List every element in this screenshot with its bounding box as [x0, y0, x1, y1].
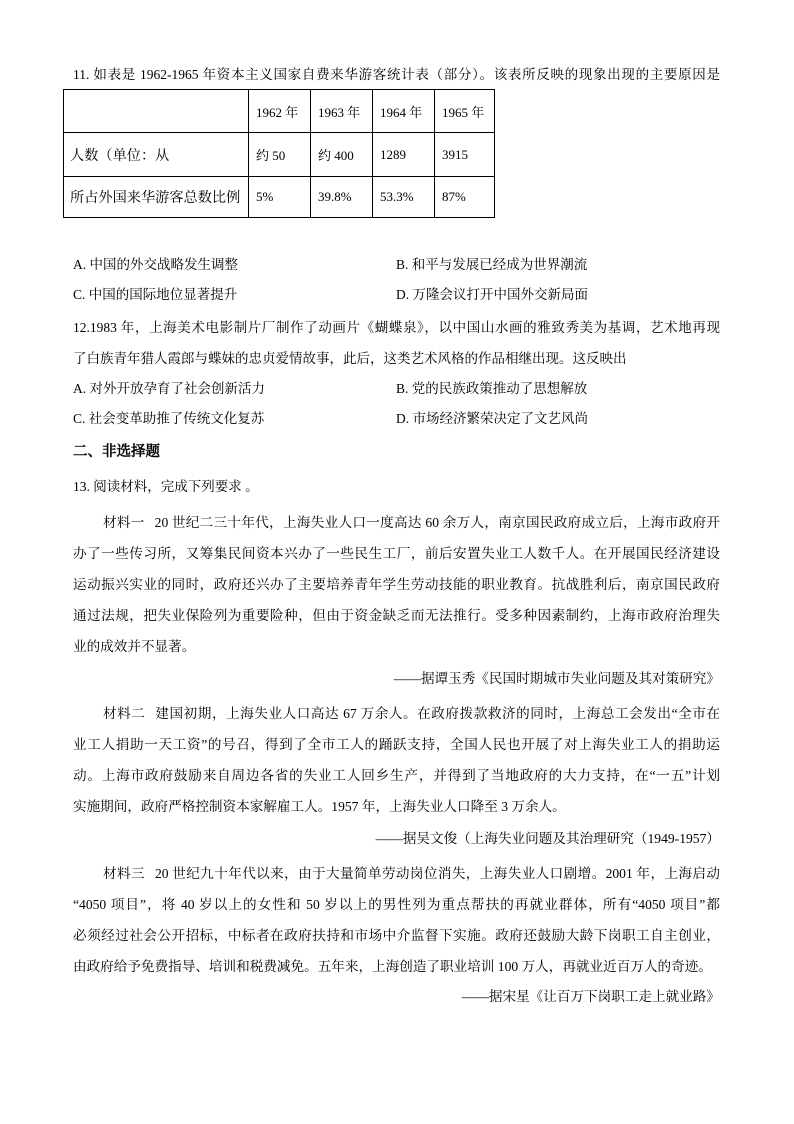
question-12-options [73, 374, 720, 434]
visitor-stats-table [63, 89, 495, 218]
material-text: 20 世纪二三十年代，上海失业人口一度高达 60 余万人，南京国民政府成立后，上海市政府开 [154, 515, 720, 530]
question-11-options [73, 250, 720, 310]
option-row [73, 404, 720, 434]
material-line [73, 507, 720, 538]
material-1 [73, 507, 720, 696]
material-text: 建国初期，上海失业人口高达 67 万余人。在政府拨款救济的同时，上海总工会发出“全市在 [155, 706, 721, 721]
option-row [73, 374, 720, 404]
material-line: 实施期间，政府严格控制资本家解雇工人。1957 年，上海失业人口降至 3 万余人。 [73, 799, 566, 814]
material-source: ——据宋星《让百万下岗职工走上就业路》 [461, 989, 720, 1004]
material-line: 通过法规，把失业保险列为重要险种，但由于资金缺乏而无法推行。受多种因素制约，上海市政府治理失 [73, 608, 720, 623]
question-12-stem [73, 312, 720, 374]
table-cell: 87% [435, 177, 495, 218]
option-row [73, 280, 720, 310]
question-11-option-c: C. 中国的国际地位显著提升 [73, 287, 238, 302]
section-title: 二、非选择题 [73, 444, 160, 460]
question-11-option-d: D. 万隆会议打开中国外交新局面 [396, 287, 588, 302]
material-text: 20 世纪九十年代以来，由于大量简单劳动岗位消失，上海失业人口剧增。2001 年，上海启动 [154, 866, 721, 881]
table-header-row [64, 90, 495, 133]
question-12-option-a: A. 对外开放孕育了社会创新活力 [73, 381, 265, 396]
material-label: 材料一 [103, 515, 145, 530]
question-13-stem: 13. 阅读材料，完成下列要求 。 [73, 479, 259, 494]
material-line: 必须经过社会公开招标，中标者在政府扶持和市场中介监督下实施。政府还鼓励大龄下岗职工自主创业， [73, 928, 720, 943]
material-line: 由政府给予免费指导、培训和税费减免。五年来，上海创造了职业培训 100 万人，再就业近百万人的奇迹。 [73, 959, 712, 974]
table-row-share [64, 177, 495, 218]
question-12-option-d: D. 市场经济繁荣决定了文艺风尚 [396, 411, 588, 426]
table-header-year-1963: 1963 年 [311, 90, 373, 133]
question-12-option-c: C. 社会变革助推了传统文化复苏 [73, 411, 265, 426]
material-line: 办了一些传习所，又筹集民间资本兴办了一些民生工厂，前后安置失业工人数千人。在开展国民经济建设 [73, 546, 720, 561]
material-3 [73, 858, 720, 1012]
option-row [73, 250, 720, 280]
exam-content [70, 65, 721, 1012]
material-line: 动。上海市政府鼓励来自周边各省的失业工人回乡生产，并得到了当地政府的大力支持，在“一五”计划 [73, 768, 720, 783]
material-label: 材料三 [103, 866, 145, 881]
question-12-option-b: B. 党的民族政策推动了思想解放 [396, 381, 588, 396]
table-cell: 5% [249, 177, 311, 218]
table-cell: 53.3% [373, 177, 435, 218]
question-11-option-a: A. 中国的外交战略发生调整 [73, 257, 238, 272]
material-line: “4050 项目”，将 40 岁以上的女性和 50 岁以上的男性列为重点帮扶的再就业群体，所有“4050 项目”都 [73, 897, 720, 912]
material-line: 业工人捐助一天工资”的号召，得到了全市工人的踊跃支持，全国人民也开展了对上海失业工人的捐助运 [73, 737, 720, 752]
table-row-label: 所占外国来华游客总数比例 [64, 177, 249, 218]
table-header-year-1965: 1965 年 [435, 90, 495, 133]
table-cell: 39.8% [311, 177, 373, 218]
table-cell: 约 400 [311, 133, 373, 177]
material-line [73, 698, 720, 729]
table-row-label: 人数（单位：从 [64, 133, 249, 177]
material-source: ——据谭玉秀《民国时期城市失业问题及其对策研究》 [393, 671, 720, 686]
material-line [73, 858, 720, 889]
material-2 [73, 698, 720, 856]
table-cell: 约 50 [249, 133, 311, 177]
material-line: 业的成效并不显著。 [73, 639, 196, 654]
question-12-stem-line: 12.1983 年，上海美术电影制片厂制作了动画片《蝴蝶泉》，以中国山水画的雅致秀美为基调，艺术地再现 [73, 320, 720, 335]
material-source: ——据吴文俊（上海失业问题及其治理研究（1949-1957） [375, 831, 720, 846]
question-11-option-b: B. 和平与发展已经成为世界潮流 [396, 257, 588, 272]
table-cell: 1289 [373, 133, 435, 177]
question-11-stem: 11. 如表是 1962-1965 年资本主义国家自费来华游客统计表（部分）。该表所反映的现象出现的主要原因是 [73, 67, 720, 82]
table-cell: 3915 [435, 133, 495, 177]
table-header-year-1964: 1964 年 [373, 90, 435, 133]
table-corner-cell [64, 90, 249, 133]
material-label: 材料二 [103, 706, 146, 721]
question-12-stem-line: 了白族青年猎人霞郎与蝶妹的忠贞爱情故事，此后，这类艺术风格的作品相继出现。这反映出 [73, 351, 627, 366]
table-row-visitors [64, 133, 495, 177]
material-line: 运动振兴实业的同时，政府还兴办了主要培养青年学生劳动技能的职业教育。抗战胜利后，南京国民政府 [73, 577, 720, 592]
table-header-year-1962: 1962 年 [249, 90, 311, 133]
